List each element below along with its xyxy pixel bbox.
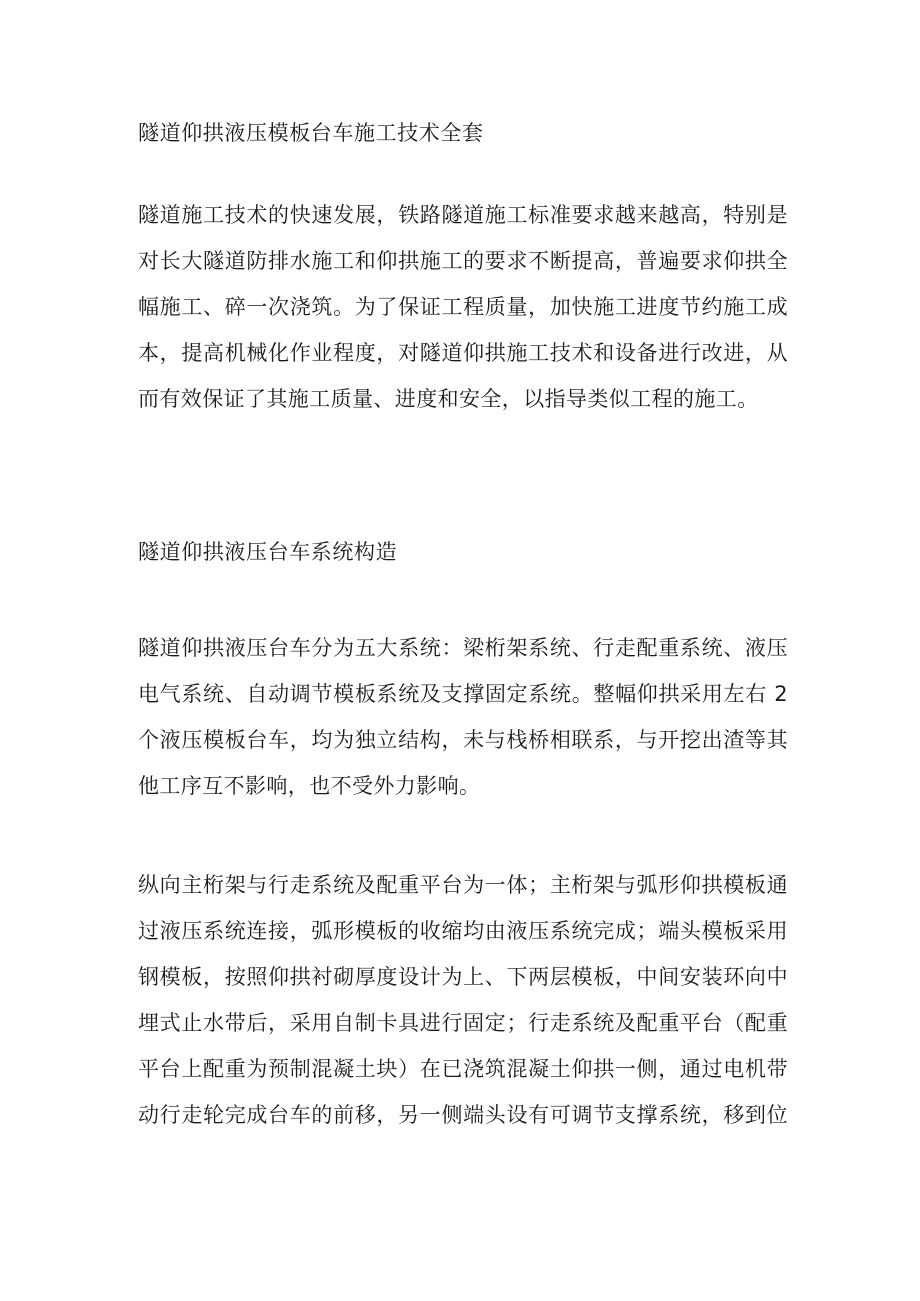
text-line: 隧道仰拱液压台车分为五大系统：梁桁架系统、行走配重系统、液压 xyxy=(138,636,788,660)
text-line: 钢模板，按照仰拱衬砌厚度设计为上、下两层模板，中间安装环向中 xyxy=(138,965,788,989)
paragraph-1 xyxy=(138,625,788,809)
text-line: 隧道施工技术的快速发展，铁路隧道施工标准要求越来越高，特别是 xyxy=(138,203,788,227)
text-line: 本，提高机械化作业程度，对隧道仰拱施工技术和设备进行改进，从 xyxy=(138,341,788,365)
text-line: 埋式止水带后，采用自制卡具进行固定；行走系统及配重平台（配重 xyxy=(138,1011,788,1035)
text-line: 而有效保证了其施工质量、进度和安全，以指导类似工程的施工。 xyxy=(138,387,759,411)
section-heading: 隧道仰拱液压台车系统构造 xyxy=(138,540,398,564)
text-line: 平台上配重为预制混凝土块）在已浇筑混凝土仰拱一侧，通过电机带 xyxy=(138,1057,788,1081)
paragraph-2 xyxy=(138,862,788,1138)
text-line: 过液压系统连接，弧形模板的收缩均由液压系统完成；端头模板采用 xyxy=(138,919,788,943)
text-line: 电气系统、自动调节模板系统及支撑固定系统。整幅仰拱采用左右 2 xyxy=(138,682,788,706)
text-line: 对长大隧道防排水施工和仰拱施工的要求不断提高，普遍要求仰拱全 xyxy=(138,249,788,273)
text-line: 纵向主桁架与行走系统及配重平台为一体；主桁架与弧形仰拱模板通 xyxy=(138,873,788,897)
text-line: 动行走轮完成台车的前移，另一侧端头设有可调节支撑系统，移到位 xyxy=(138,1103,788,1127)
document-title: 隧道仰拱液压模板台车施工技术全套 xyxy=(138,121,484,145)
intro-paragraph xyxy=(138,192,788,422)
text-line: 他工序互不影响，也不受外力影响。 xyxy=(138,774,481,798)
text-line: 个液压模板台车，均为独立结构，未与栈桥相联系，与开挖出渣等其 xyxy=(138,728,788,752)
text-line: 幅施工、碎一次浇筑。为了保证工程质量，加快施工进度节约施工成 xyxy=(138,295,788,319)
